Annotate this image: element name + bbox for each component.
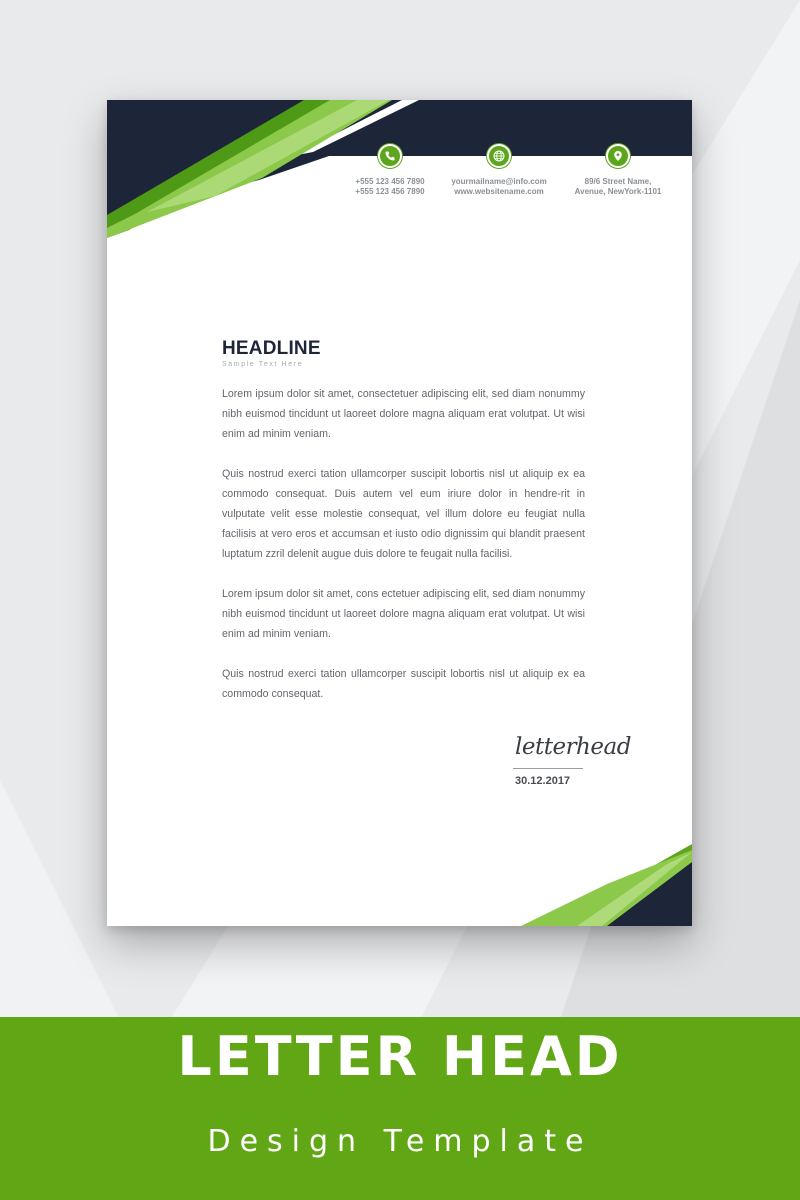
phone-line-2: +555 123 456 7890	[355, 187, 425, 196]
signature: letterhead	[515, 734, 631, 760]
body-paragraph-4: Quis nostrud exerci tation ullamcorper suscipit lobortis nisl ut aliquip ex ea commodo consequat.	[222, 668, 585, 700]
email-line: yourmailname@info.com	[451, 177, 547, 186]
contact-web	[439, 144, 559, 197]
location-pin-icon	[606, 144, 630, 168]
banner-title: LETTER HEAD	[177, 1025, 623, 1088]
address-line-2: Avenue, NewYork-1101	[574, 187, 662, 196]
phone-icon	[378, 144, 402, 168]
body-paragraph-3: Lorem ipsum dolor sit amet, cons ectetuer adipiscing elit, sed diam nonummy nibh euismod tincidunt ut laoreet dolore magna aliquam erat volutpat. Ut wisi enim ad minim veniam.	[222, 588, 585, 640]
website-line: www.websitename.com	[454, 187, 544, 196]
globe-icon	[487, 144, 511, 168]
headline: HEADLINE	[222, 338, 321, 359]
body-paragraph-1: Lorem ipsum dolor sit amet, consectetuer adipiscing elit, sed diam nonummy nibh euismod tincidunt ut laoreet dolore magna aliquam erat volutpat. Ut wisi enim ad minim veniam.	[222, 388, 585, 440]
letter-date: 30.12.2017	[515, 775, 571, 787]
address-line-1: 89/6 Street Name,	[584, 177, 652, 186]
phone-line-1: +555 123 456 7890	[355, 177, 425, 186]
contact-address	[558, 144, 678, 197]
contact-phone	[330, 144, 450, 197]
letterhead-sheet	[107, 100, 692, 926]
banner-subtitle: Design Template	[207, 1124, 593, 1159]
signature-line	[513, 768, 583, 769]
subheadline: Sample Text Here	[222, 361, 304, 368]
body-paragraph-2: Quis nostrud exerci tation ullamcorper suscipit lobortis nisl ut aliquip ex ea commodo consequat. Duis autem vel eum iriure dolor in hendre-rit in vulputate velit esse molestie consequat, vel illum dolore eu feugiat nulla facilisis at vero eros et accumsan et iusto odio dignissim qui blandit praesent luptatum zzril delenit augue duis dolore te feugait nulla facilisi.	[222, 468, 585, 560]
